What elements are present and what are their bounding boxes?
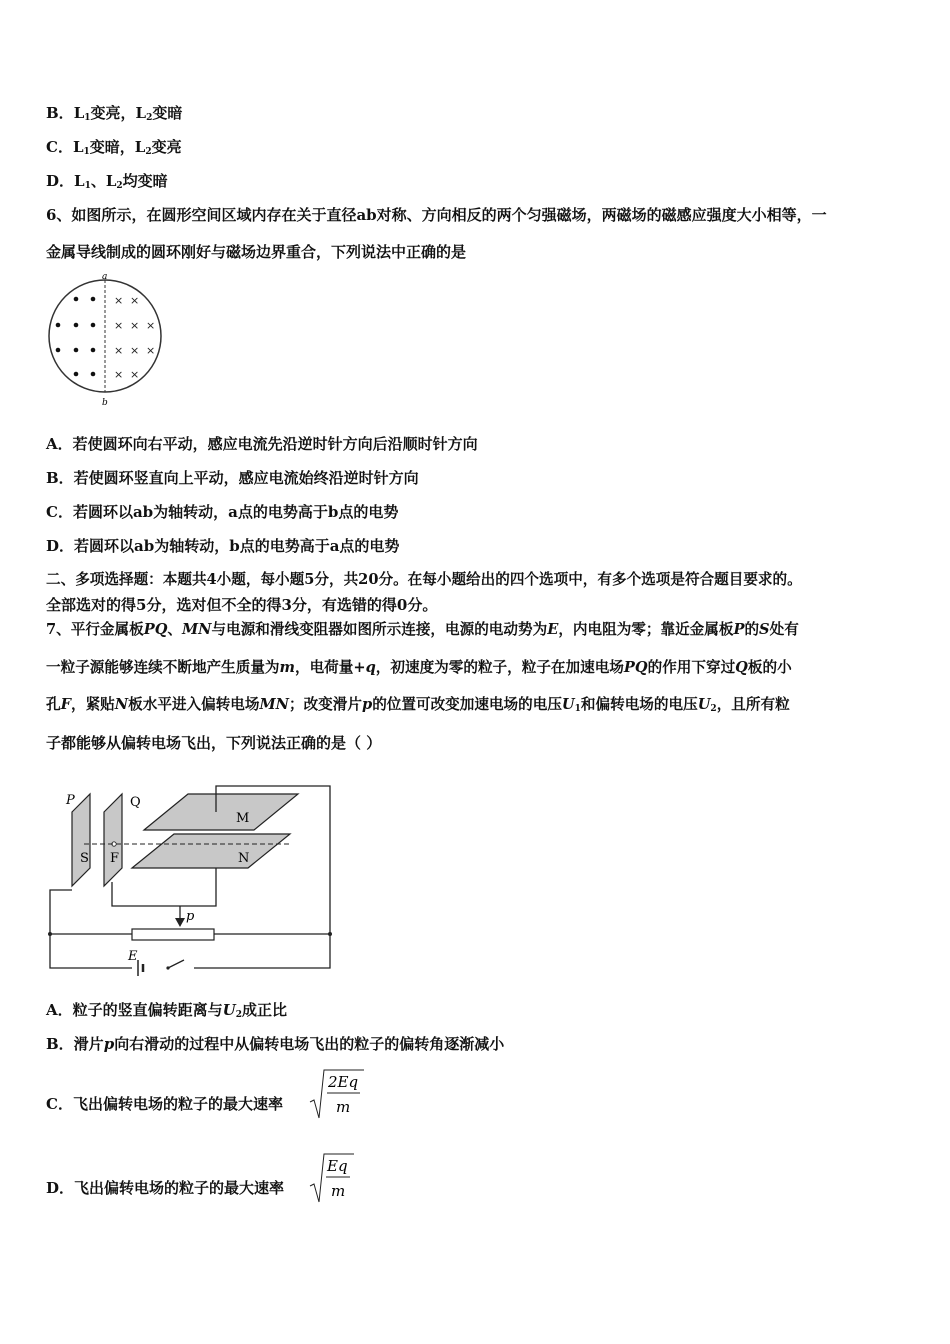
q7-option-D: D．飞出偏转电场的粒子的最大速率 — [46, 1179, 285, 1197]
dot — [91, 372, 96, 377]
label-Q: Q — [130, 795, 141, 810]
formula-D-num: Eq — [327, 1157, 348, 1175]
junction-right — [328, 932, 332, 936]
q7-option-C: C．飞出偏转电场的粒子的最大速率 — [46, 1095, 283, 1113]
label-S: S — [80, 851, 89, 866]
label-M: M — [236, 811, 250, 826]
cross: × — [130, 368, 140, 381]
dot — [74, 372, 79, 377]
dot — [56, 323, 61, 328]
q6-option-B: B．若使圆环竖直向上平动，感应电流始终沿逆时针方向 — [46, 469, 419, 487]
q6-dots-field-out — [56, 297, 96, 377]
q6-label-b: b — [102, 398, 108, 408]
cross: × — [114, 319, 124, 332]
dot — [56, 348, 61, 353]
junction-left — [48, 932, 52, 936]
cross: × — [114, 294, 124, 307]
slider-p-arrow — [175, 918, 185, 927]
q7-stem-line1: 7、平行金属板PQ、MN与电源和滑线变阻器如图所示连接，电源的电动势为E，内电阻为零；靠近金属板P的S处有 — [46, 621, 799, 638]
dot — [91, 297, 96, 302]
option-prev-C: C．$L_1$变暗，$L_2$变亮 — [46, 138, 182, 157]
cross: × — [146, 319, 156, 332]
q7-option-B: B．滑片p向右滑动的过程中从偏转电场飞出的粒子的偏转角逐渐减小 — [46, 1035, 505, 1053]
label-P: P — [66, 793, 75, 808]
label-F: F — [110, 851, 120, 866]
cross: × — [146, 344, 156, 357]
q7-stem-line2: 一粒子源能够连续不断地产生质量为m，电荷量+q，初速度为零的粒子，粒子在加速电场PQ的作用下穿过Q板的小 — [46, 659, 792, 676]
plate-N — [132, 834, 290, 868]
section2-line1: 二、多项选择题：本题共4小题，每小题5分，共20分。在每小题给出的四个选项中，有多个选项是符合题目要求的。 — [46, 571, 802, 588]
q7-stem-line4: 子都能够从偏转电场飞出，下列说法正确的是（ ） — [46, 734, 382, 752]
q7-option-C-formula — [308, 1068, 368, 1120]
option-prev-D: D．$L_1$、$L_2$均变暗 — [46, 172, 168, 191]
cross: × — [114, 344, 124, 357]
formula-D-den: m — [331, 1182, 346, 1200]
q6-stem-line1: 6、如图所示，在圆形空间区域内存在关于直径ab对称、方向相反的两个匀强磁场，两磁场的磁感应强度大小相等，一 — [46, 206, 827, 224]
plate-M — [144, 794, 298, 830]
cross: × — [114, 368, 124, 381]
rheostat — [132, 929, 214, 940]
dot — [91, 323, 96, 328]
q7-option-D-formula — [308, 1152, 360, 1204]
cross: × — [130, 294, 140, 307]
dot — [74, 348, 79, 353]
dot — [91, 348, 96, 353]
q6-option-C: C．若圆环以ab为轴转动，a点的电势高于b点的电势 — [46, 503, 399, 521]
q6-option-A: A．若使圆环向右平动，感应电流先沿逆时针方向后沿顺时针方向 — [46, 435, 478, 453]
q6-option-D: D．若圆环以ab为轴转动，b点的电势高于a点的电势 — [46, 537, 400, 555]
formula-C-num: 2Eq — [328, 1073, 359, 1091]
q7-option-A: A．粒子的竖直偏转距离与$U_2$成正比 — [46, 1001, 288, 1020]
formula-C-den: m — [336, 1098, 351, 1116]
q6-stem-line2: 金属导线制成的圆环刚好与磁场边界重合，下列说法中正确的是 — [46, 243, 467, 261]
label-E: E — [128, 949, 138, 964]
battery-gap — [132, 962, 194, 974]
label-N: N — [238, 851, 250, 866]
q6-circle-figure — [44, 274, 174, 410]
q6-crosses-field-in — [114, 294, 155, 381]
plate-Q — [104, 794, 122, 886]
dot — [74, 323, 79, 328]
label-p: p — [186, 909, 195, 924]
dot — [74, 297, 79, 302]
section2-line2: 全部选对的得5分，选对但不全的得3分，有选错的得0分。 — [46, 596, 438, 614]
option-prev-B: B．$L_1$变亮，$L_2$变暗 — [46, 104, 183, 123]
q7-stem-line3: 孔F，紧贴N板水平进入偏转电场MN；改变滑片p的位置可改变加速电场的电压$U_1$和偏转电场的电压$U_2$，且所有粒 — [46, 696, 790, 714]
q6-label-a: a — [102, 272, 108, 282]
switch-contact — [166, 966, 169, 969]
cross: × — [130, 344, 140, 357]
cross: × — [130, 319, 140, 332]
q7-circuit-figure — [44, 782, 344, 978]
